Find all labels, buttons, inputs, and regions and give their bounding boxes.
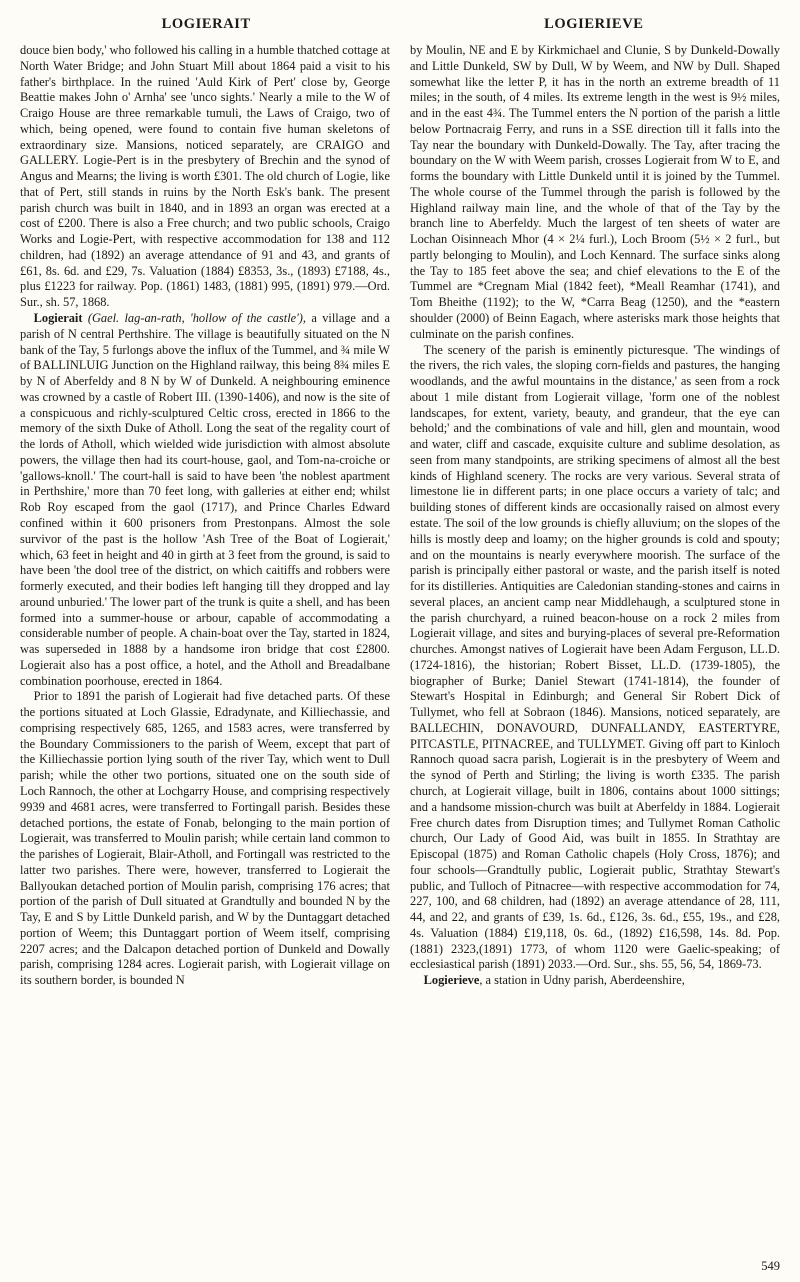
right-column bbox=[410, 43, 780, 1233]
entry-body: a village and a parish of N central Perthshire. The village is beautifully situated on the N bank of the Tay, 5 furlongs above the influx of the Tummel, and ¾ mile W of BALLINLUIG Junction on the Highland railway, this being 8¾ miles E by N of Aberfeldy and 8 N by W of Dunkeld. A neighbouring eminence was crowned by a castle of Robert III. (1390-1406), and now is the site of a conspicuous and richly-sculptured Celtic cross, erected in 1866 to the memory of the sixth Duke of Atholl. Long the seat of the regality court of the lords of Atholl, which wielded wide jurisdiction with almost absolute powers, the village then had its court-house, gaol, and Tom-na-croiche or 'gallows-knoll.' The court-hall is said to have been 'the noblest apartment in Perthshire,' more than 70 feet long, with galleries at either end; whilst Rob Roy escaped from the gaol (1717), and Prince Charles Edward confined within it 600 prisoners from Prestonpans. Almost the sole survivor of the past is the hollow 'Ash Tree of the Boat of Logierait,' which, 63 feet in height and 40 in girth at 3 feet from the ground, is said to have been 'the dool tree of the district, on which caitiffs and robbers were formerly executed, and their bodies left hanging till they dropped and lay around unburied.' The lower part of the trunk is quite a shell, and has been formed into a summer-house or arbour, capable of accommodating a considerable number of people. A chain-boat over the Tay, started in 1824, was superseded in 1888 by a handsome iron bridge that cost £2800. Logierait also has a post office, a hotel, and the Atholl and Breadalbane combination poorhouse, erected in 1864. bbox=[20, 311, 390, 688]
entry-headword: Logierait bbox=[33, 311, 83, 326]
paragraph-entry-logierait bbox=[20, 311, 390, 689]
paragraph-entry-logierieve bbox=[410, 973, 780, 989]
entry-body: , a station in Udny parish, Aberdeenshire, bbox=[479, 973, 685, 988]
paragraph: by Moulin, NE and E by Kirkmichael and Clunie, S by Dunkeld-Dowally and Little Dunkeld, SW by Dull, W by Weem, and NW by Dull. Shaped somewhat like the letter P, it has in the north an extreme breadth of 11 miles; in the south, of 4 miles. Its extreme length in the west is 9½ miles, and in the east 4¾. The Tummel enters the N portion of the parish a little below Portnacraig Ferry, and runs in a SSE direction till it falls into the Tay near the boundary with Dunkeld-Dowally. The Tay, after tracing the boundary on the W with Weem parish, crosses Logierait from W to E, and forms the boundary with Little Dunkeld until it is joined by the Tummel. The whole course of the Tummel through the parish is followed by the Highland railway main line, and the whole of that of the Tay by the branch line to Aberfeldy. Much the largest of ten sheets of water are Lochan Oisinneach Mhor (4 × 2¼ furl.), Loch Broom (5½ × 2 furl., but partly belonging to Moulin), and Loch Kennard. The surface sinks along the Tay to 185 feet above the sea; and chief elevations to the E of the Tummel are *Cregnam Mial (1842 feet), *Meall Reamhar (1741), and Tom Bheithe (1192); to the W, *Carra Beag (1250), and the *eastern shoulder (2000) of Beinn Eagach, where asterisks mark those heights that culminate on the parish confines. bbox=[410, 43, 780, 341]
page-number: 549 bbox=[761, 1259, 780, 1273]
entry-headword: Logierieve bbox=[423, 973, 480, 988]
running-heads bbox=[20, 16, 780, 33]
running-head-right: LOGIERIEVE bbox=[544, 16, 644, 32]
running-head-left: LOGIERAIT bbox=[161, 16, 251, 32]
paragraph: douce bien body,' who followed his calling in a humble thatched cottage at North Water Bridge; and John Stuart Mill about 1864 paid a visit to his father's birthplace. In the ruined 'Auld Kirk of Pert' close by, George Beattie makes John o' Arnha' see 'unco sights.' Nearly a mile to the W of Craigo House are three remarkable tumuli, the Laws of Craigo, two of which, being opened, were found to contain five human skeletons of extraordinary size. Mansions, noticed separately, are CRAIGO and GALLERY. Logie-Pert is in the presbytery of Brechin and the synod of Angus and Mearns; the living is worth £301. The old church of Logie, like that of Pert, still stands in ruins by the North Esk's bank. The present parish church was built in 1840, and in 1893 an organ was erected at a cost of £200. There is also a Free church; and two public schools, Craigo Works and Logie-Pert, with respective accommodation for 138 and 112 children, had (1892) an average attendance of 91 and 43, and grants of £61, 8s. 6d. and £29, 7s. Valuation (1884) £8353, 3s., (1893) £7188, 4s., plus £1223 for railway. Pop. (1861) 1483, (1881) 995, (1891) 979.—Ord. Sur., sh. 57, 1868. bbox=[20, 43, 390, 310]
paragraph: The scenery of the parish is eminently picturesque. 'The windings of the rivers, the rich vales, the sloping corn-fields and pastures, the hanging woodlands, and the awful mountains in the distance,' as seen from a rock about 1 mile distant from Logierait village, 'form one of the noblest landscapes, for extent, variety, beauty, and grandeur, that the eye can behold;' and the combinations of vale and hill, glen and mountain, wood and water, cliff and cascade, exquisite culture and sublime desolation, as seen from many standpoints, are striking specimens of almost all the best kinds of Highland scenery. The rocks are very various. Several strata of limestone lie in different parts; in one place occurs a variety of talc; and building stones of different kinds are occasionally raised on almost every estate. The soil of the low grounds is chiefly alluvium; on the slopes of the hills is mostly deep and loamy; on the higher grounds is cold and spouty; and on the mountains is nearly everywhere moorish. The surface of the parish is principally either pastoral or waste, and the parish itself is noted for its distilleries. Antiquities are Caledonian standing-stones and cairns in several places, an ancient camp near Middlehaugh, a sculptured stone in the parish churchyard, a ruined beacon-house on a rock 2 miles from Logierait village, and sites and burying-places of several pre-Reformation churches. Amongst natives of Logierait have been Adam Ferguson, LL.D. (1724-1816), the historian; Robert Bisset, LL.D. (1739-1805), the biographer of Burke; Daniel Stewart (1741-1814), the founder of Stewart's Hospital in Edinburgh; and General Sir Robert Dick of Tullymet, who fell at Sobraon (1846). Mansions, noticed separately, are BALLECHIN, DONAVOURD, DUNFALLANDY, EASTERTYRE, PITCASTLE, PITNACREE, and TULLYMET. Giving off part to Kinloch Rannoch quoad sacra parish, Logierait is in the presbytery of Weem and the synod of Perth and Stirling; the living is worth £335. The parish church, at Logierait village, built in 1806, contains about 1000 sittings; and a handsome mission-church was built at Aberfeldy in 1884. Logierait Free church dates from Disruption times; and Tullymet Roman Catholic church, Our Lady of Good Aid, was built in 1855. In Strathtay are Episcopal (1875) and Roman Catholic chapels (Holy Cross, 1876); and four schools—Grandtully public, Logierait public, Strathtay Stewart's public, and Tulloch of Pitnacree—with respective accommodation for 74, 227, 100, and 68 children, had (1892) an average attendance of 28, 111, 44, and 22, and grants of £39, 1s. 6d., £126, 3s. 6d., £55, 19s., and £28, 4s. Valuation (1884) £19,118, 0s. 6d., (1892) £16,598, 14s. 8d. Pop. (1881) 2323,(1891) 1773, of whom 1120 were Gaelic-speaking; of ecclesiastical parish (1891) 2033.—Ord. Sur., shs. 55, 56, 54, 1869-73. bbox=[410, 342, 780, 972]
text-columns bbox=[20, 43, 780, 1233]
entry-etymology: (Gael. lag-an-rath, 'hollow of the castle'), bbox=[87, 311, 307, 326]
left-column bbox=[20, 43, 390, 1233]
paragraph: Prior to 1891 the parish of Logierait had five detached parts. Of these the portions situated at Loch Glassie, Edradynate, and Killiechassie, and comprising respectively 685, 1265, and 1583 acres, were transferred by the Boundary Commissioners to the parish of Weem, except that part of the Killiechassie portion lying south of the river Tay, which went to Dull parish; while the other two portions, situated one on the south side of Loch Rannoch, the other at Lochgarry House, and comprising respectively 9939 and 4681 acres, were transferred to Fortingall parish. Besides these detached portions, the estate of Fonab, belonging to the main portion of Logierait, was transferred to Moulin parish; while certain land common to the parishes of Logierait, Blair-Atholl, and Fortingall was restricted to the latter two parishes. There were, however, transferred to Logierait the Ballyoukan detached portion of Moulin parish, comprising 176 acres; that portion of the parish of Dull situated at Grandtully and bounded N by the Tay, E and S by Little Dunkeld parish, and W by the Duntaggart detached portion of Weem; this Duntaggart portion of Weem itself, comprising 2207 acres; and the Dalcapon detached portion of Dunkeld and Dowally parish, comprising 1284 acres. Logierait parish, with Logierait village on its southern border, is bounded N bbox=[20, 689, 390, 988]
